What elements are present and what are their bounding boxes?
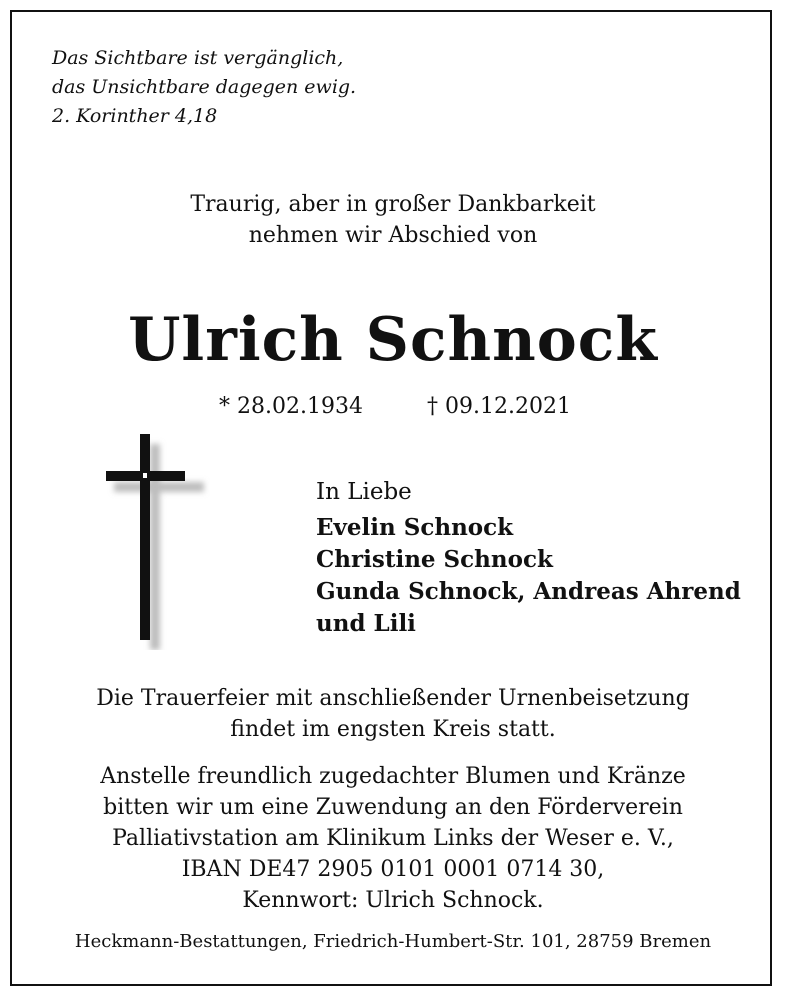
deceased-name: Ulrich Schnock: [128, 305, 658, 375]
donation-notice: [0, 761, 786, 916]
undertaker-footer: Heckmann-Bestattungen, Friedrich-Humbert-Str. 101, 28759 Bremen: [74, 931, 712, 952]
mourners-lead: In Liebe: [316, 479, 412, 505]
intro-line-1: Traurig, aber in großer Dankbarkeit: [190, 192, 596, 217]
mourner-name: und Lili: [316, 610, 416, 637]
intro-text: [0, 189, 786, 251]
mourner-name: Gunda Schnock, Andreas Ahrend: [316, 578, 741, 605]
mourners-block: [316, 476, 741, 640]
service-line-2: findet im engsten Kreis statt.: [230, 717, 556, 742]
mourner-name: Christine Schnock: [316, 546, 553, 573]
intro-line-2: nehmen wir Abschied von: [248, 223, 538, 248]
verse-line-2: das Unsichtbare dagegen ewig.: [52, 76, 357, 98]
cross-body: [106, 434, 185, 640]
verse-line-1: Das Sichtbare ist vergänglich,: [52, 47, 344, 69]
mourner-name: Evelin Schnock: [316, 514, 514, 541]
service-notice: [0, 683, 786, 745]
cross-highlight: [143, 473, 147, 478]
donation-line-1: Anstelle freundlich zugedachter Blumen und Kränze: [100, 764, 686, 789]
birth-date: * 28.02.1934: [219, 394, 363, 419]
donation-keyword: Kennwort: Ulrich Schnock.: [242, 888, 544, 913]
donation-line-3: Palliativstation am Klinikum Links der Weser e. V.,: [112, 826, 674, 851]
verse-reference: 2. Korinther 4,18: [52, 105, 218, 127]
bible-verse: [52, 44, 356, 131]
cross-icon: [100, 430, 210, 650]
donation-iban: IBAN DE47 2905 0101 0001 0714 30,: [181, 857, 605, 882]
service-line-1: Die Trauerfeier mit anschließender Urnenbeisetzung: [96, 686, 690, 711]
death-date: † 09.12.2021: [427, 394, 571, 419]
donation-line-2: bitten wir um eine Zuwendung an den Förderverein: [103, 795, 683, 820]
